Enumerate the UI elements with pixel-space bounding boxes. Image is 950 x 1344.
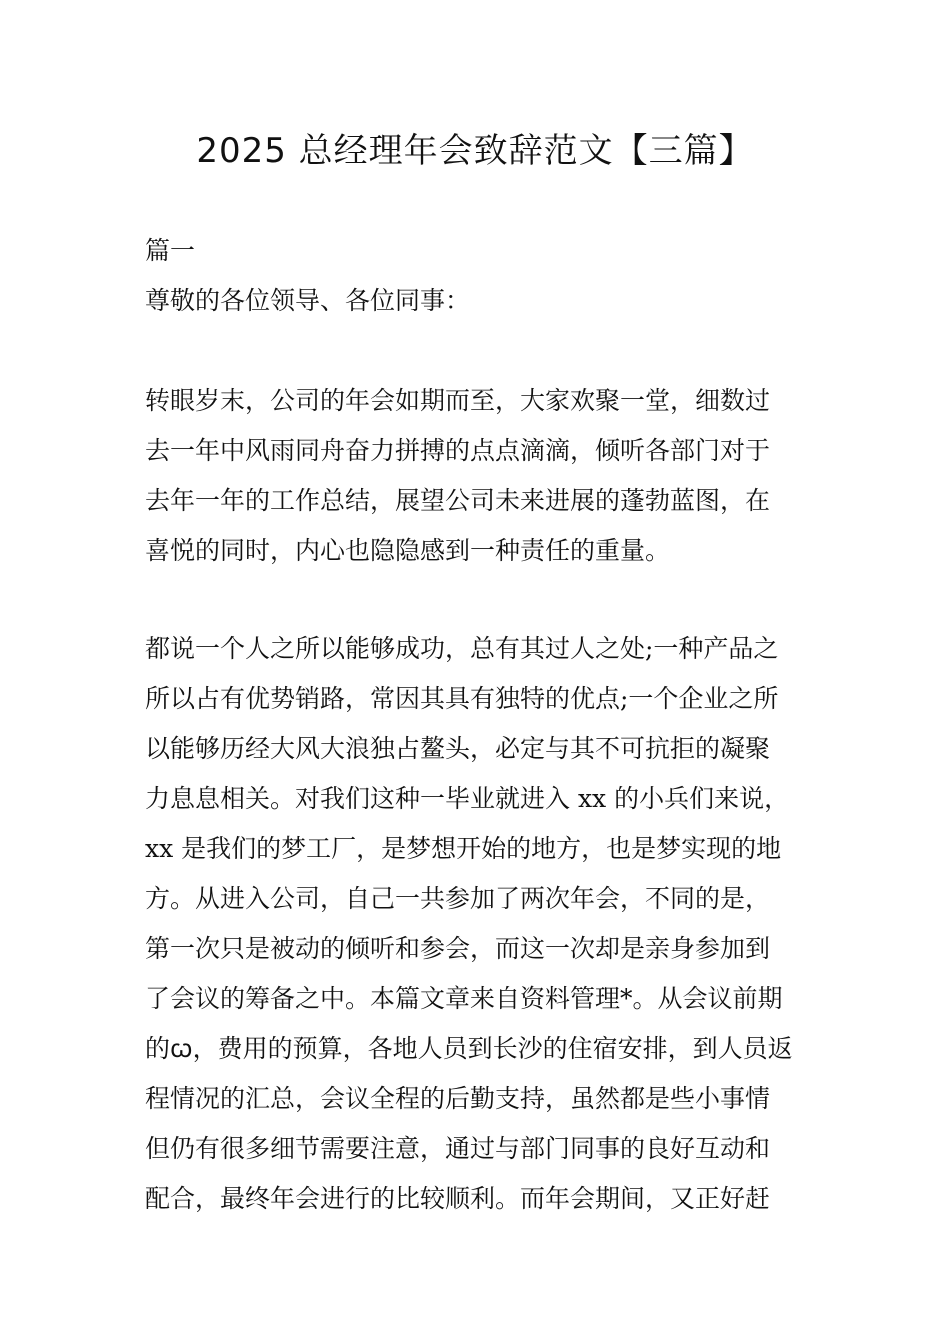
paragraph-line: 的ꞷ，费用的预算，各地人员到长沙的住宿安排，到人员返 [145, 1034, 793, 1063]
paragraph-line: xx 是我们的梦工厂，是梦想开始的地方，也是梦实现的地 [145, 834, 782, 863]
paragraph-line: 以能够历经大风大浪独占鳌头，必定与其不可抗拒的凝聚 [145, 734, 771, 763]
paragraph-line: 配合，最终年会进行的比较顺利。而年会期间，又正好赶 [145, 1184, 771, 1213]
paragraph-line: 程情况的汇总，会议全程的后勤支持，虽然都是些小事情 [145, 1084, 771, 1113]
paragraph-line: 力息息相关。对我们这种一毕业就进入 xx 的小兵们来说， [145, 784, 790, 813]
paragraph-line: 喜悦的同时，内心也隐隐感到一种责任的重量。 [145, 536, 671, 565]
paragraph-1 [145, 376, 825, 576]
paragraph-2 [145, 624, 825, 1224]
paragraph-line: 第一次只是被动的倾听和参会，而这一次却是亲身参加到 [145, 934, 771, 963]
paragraph-line: 方。从进入公司，自己一共参加了两次年会，不同的是， [145, 884, 771, 913]
paragraph-line: 去一年中风雨同舟奋力拼搏的点点滴滴，倾听各部门对于 [145, 436, 771, 465]
document-title: 2025 总经理年会致辞范文【三篇】 [196, 131, 754, 171]
paragraph-line: 所以占有优势销路，常因其具有独特的优点;一个企业之所 [145, 684, 779, 713]
paragraph-line: 去年一年的工作总结，展望公司未来进展的蓬勃蓝图，在 [145, 486, 771, 515]
paragraph-line: 转眼岁末，公司的年会如期而至，大家欢聚一堂，细数过 [145, 386, 771, 415]
paragraph-line: 都说一个人之所以能够成功，总有其过人之处;一种产品之 [145, 634, 779, 663]
section-label: 篇一 [145, 236, 196, 265]
paragraph-line: 了会议的筹备之中。本篇文章来自资料管理*。从会议前期 [145, 984, 783, 1013]
paragraph-line: 但仍有很多细节需要注意，通过与部门同事的良好互动和 [145, 1134, 771, 1163]
salutation: 尊敬的各位领导、各位同事： [145, 286, 471, 315]
